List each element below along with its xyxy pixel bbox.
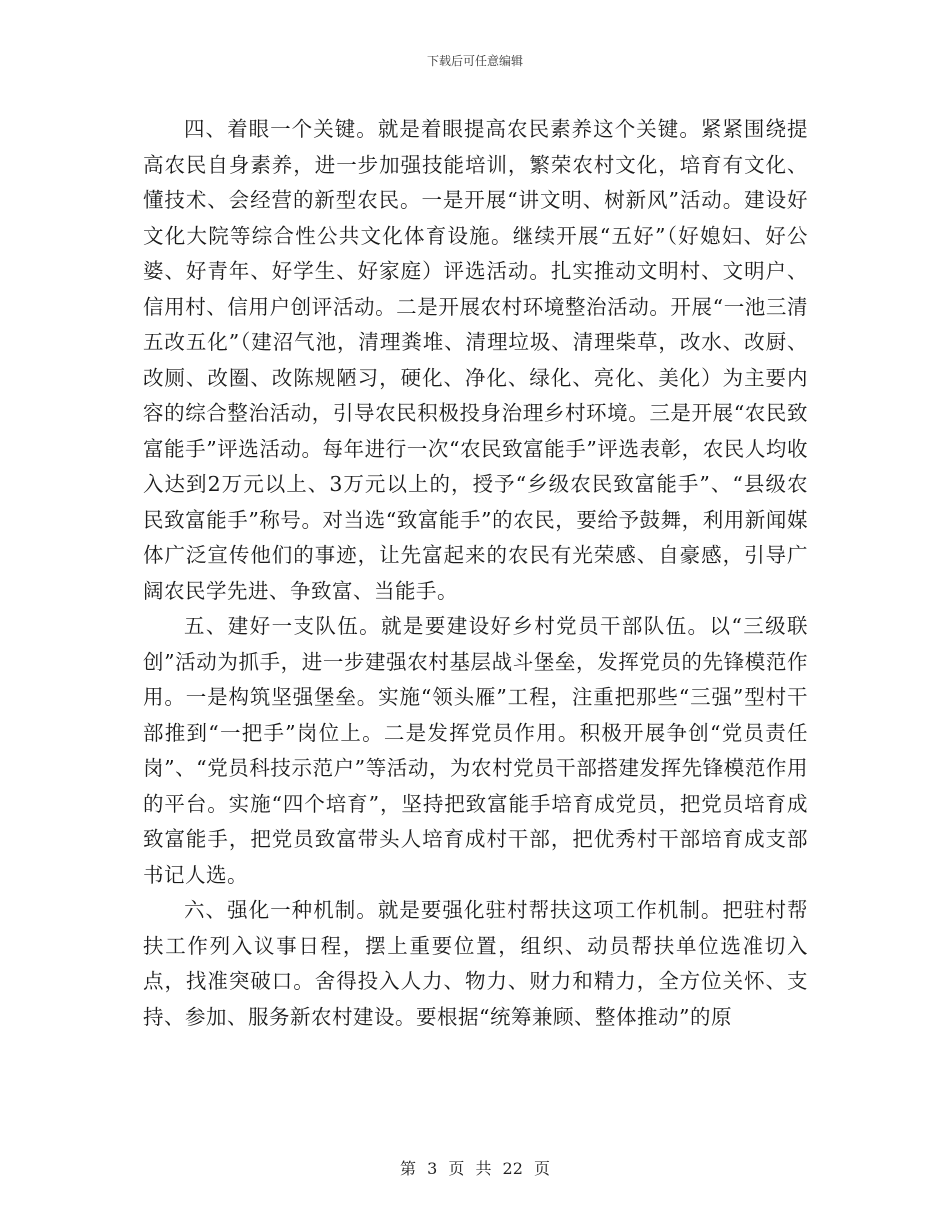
paragraph-section-5: 五、建好一支队伍。就是要建设好乡村党员干部队伍。以“三级联创”活动为抓手，进一步建强农村基层战斗堡垒，发挥党员的先锋模范作用。一是构筑坚强堡垒。实施“领头雁”工程，注重把那些“三强”型村干部推到“一把手”岗位上。二是发挥党员作用。积极开展争创“党员责任岗”、“党员科技示范户”等活动，为农村党员干部搭建发挥先锋模范作用的平台。实施“四个培育”，坚持把致富能手培育成党员，把党员培育成致富能手，把党员致富带头人培育成村干部，把优秀村干部培育成支部书记人选。	[143, 614, 808, 887]
paragraph-section-6: 六、强化一种机制。就是要强化驻村帮扶这项工作机制。把驻村帮扶工作列入议事日程，摆上重要位置，组织、动员帮扶单位选准切入点，找准突破口。舍得投入人力、物力、财力和精力，全方位关怀、支持、参加、服务新农村建设。要根据“统筹兼顾、整体推动”的原	[143, 898, 808, 1029]
header-note: 下载后可任意编辑	[426, 54, 523, 68]
body-text	[143, 112, 808, 1035]
page-number-footer: 第 3 页 共 22 页	[400, 1159, 550, 1178]
paragraph-section-4: 四、着眼一个关键。就是着眼提高农民素养这个关键。紧紧围绕提高农民自身素养，进一步加强技能培训，繁荣农村文化，培育有文化、懂技术、会经营的新型农民。一是开展“讲文明、树新风”活动。建设好文化大院等综合性公共文化体育设施。继续开展“五好”（好媳妇、好公婆、好青年、好学生、好家庭）评选活动。扎实推动文明村、文明户、信用村、信用户创评活动。二是开展农村环境整治活动。开展“一池三清五改五化”（建沼气池，清理粪堆、清理垃圾、清理柴草，改水、改厨、改厕、改圈、改陈规陋习，硬化、净化、绿化、亮化、美化）为主要内容的综合整治活动，引导农民积极投身治理乡村环境。三是开展“农民致富能手”评选活动。每年进行一次“农民致富能手”评选表彰，农民人均收入达到2万元以上、3万元以上的，授予“乡级农民致富能手”、“县级农民致富能手”称号。对当选“致富能手”的农民，要给予鼓舞，利用新闻媒体广泛宣传他们的事迹，让先富起来的农民有光荣感、自豪感，引导广阔农民学先进、争致富、当能手。	[143, 117, 808, 603]
